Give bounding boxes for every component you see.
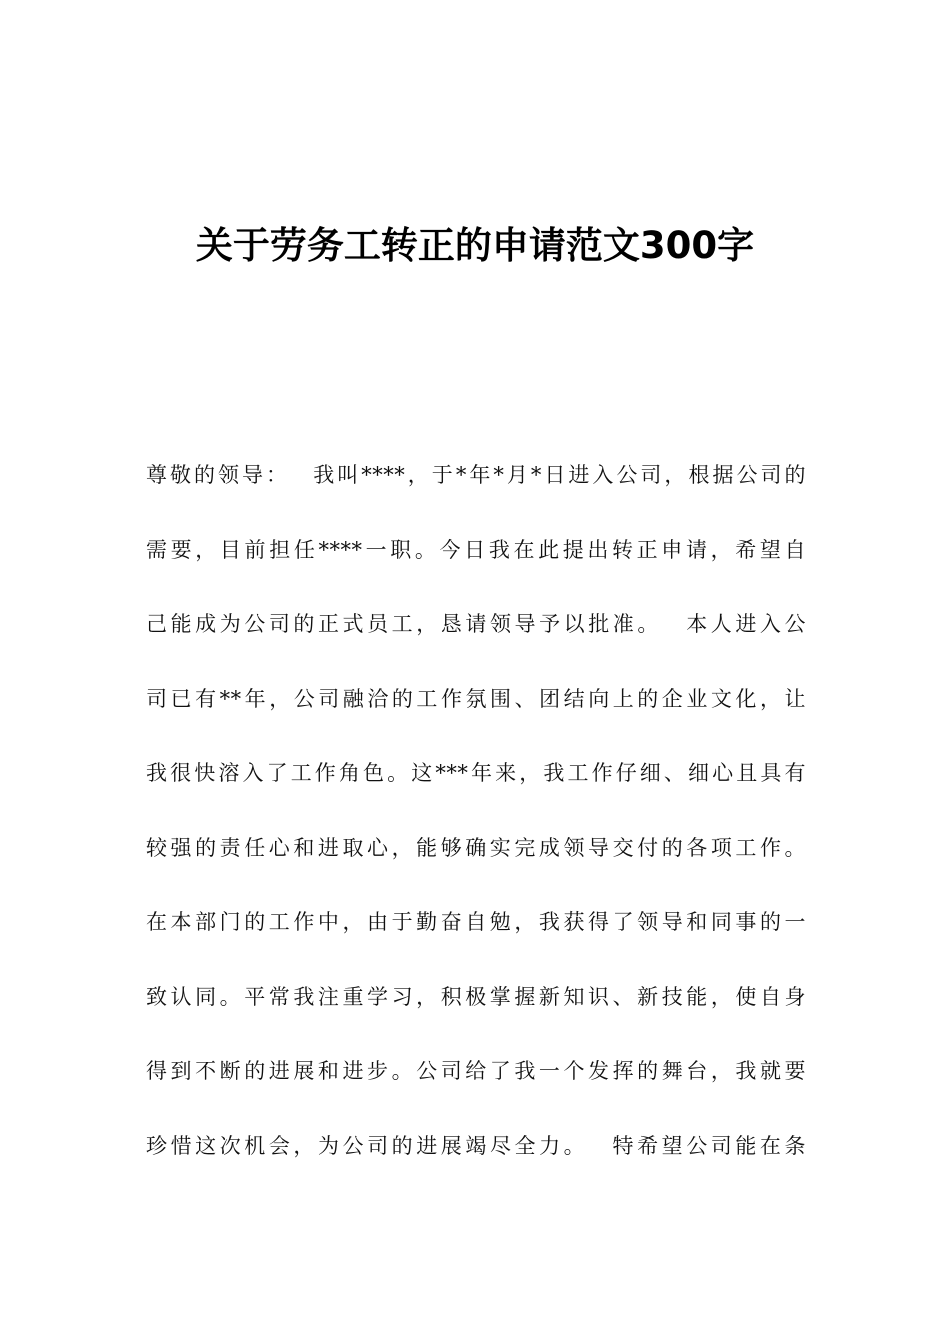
body-line: 我很快溶入了工作角色。这***年来，我工作仔细、细心且具有 [146,761,806,785]
body-line: 珍惜这次机会，为公司的进展竭尽全力。 特希望公司能在条 [146,1133,806,1158]
body-line: 较强的责任心和进取心，能够确实完成领导交付的各项工作。 [146,835,806,860]
document-body [146,452,806,1197]
body-line: 致认同。平常我注重学习，积极掌握新知识、新技能，使自身 [146,984,806,1009]
body-line: 需要，目前担任****一职。今日我在此提出转正申请，希望自 [146,537,806,562]
body-line: 己能成为公司的正式员工，恳请领导予以批准。 本人进入公 [146,612,806,636]
body-line: 尊敬的领导： 我叫****，于*年*月*日进入公司，根据公司的 [146,463,806,487]
document-title: 关于劳务工转正的申请范文300字 [195,224,755,267]
body-line: 司已有**年，公司融洽的工作氛围、团结向上的企业文化，让 [146,686,806,711]
body-line: 在本部门的工作中，由于勤奋自勉，我获得了领导和同事的一 [146,910,806,934]
body-line: 得到不断的进展和进步。公司给了我一个发挥的舞台，我就要 [146,1059,806,1083]
